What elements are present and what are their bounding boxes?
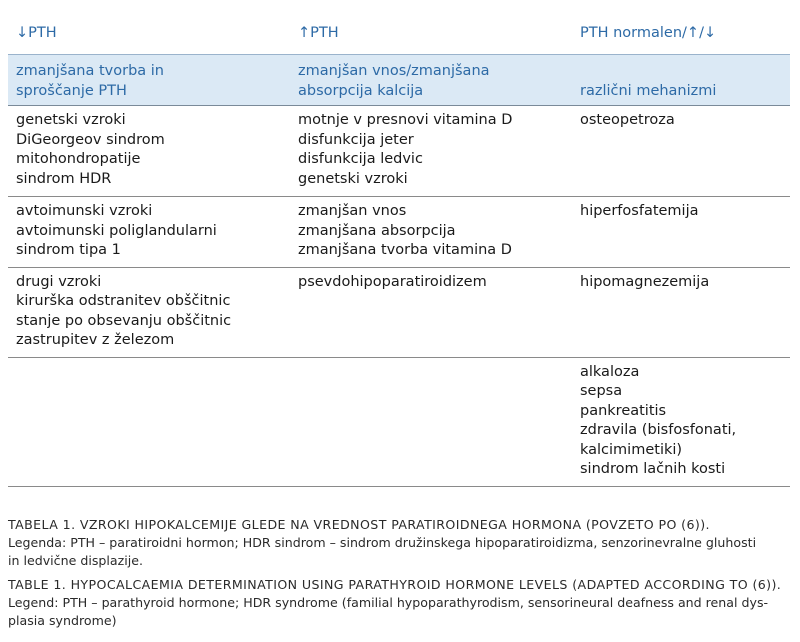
table-cell xyxy=(572,267,790,357)
header-variable-pth: PTH normalen/↑/↓ xyxy=(580,25,717,41)
table-cell-empty xyxy=(290,357,572,486)
cell-line: motnje v presnovi vitamina D xyxy=(298,112,513,128)
cell-line: zastrupitev z železom xyxy=(16,332,175,348)
table-cell xyxy=(8,267,290,357)
table-cell xyxy=(290,267,572,357)
cell-line: sepsa xyxy=(580,383,623,399)
subheader-col-1 xyxy=(8,55,290,106)
cell-line: sindrom HDR xyxy=(16,170,112,187)
cell-line: zmanjšana absorpcija xyxy=(298,222,456,239)
cell-line: zmanjšan vnos xyxy=(298,203,407,219)
cell-line: sindrom lačnih kosti xyxy=(580,461,726,477)
subheader-line: zmanjšan vnos/zmanjšana xyxy=(298,63,490,79)
caption-english xyxy=(8,576,792,630)
caption-slovenian xyxy=(8,516,792,570)
cell-line: pankreatitis xyxy=(580,402,667,419)
table-cell-empty xyxy=(8,357,290,486)
subheader-col-3 xyxy=(572,55,790,106)
caption-legend: Legenda: PTH – paratiroidni hormon; HDR sindrom – sindrom družinskega hipoparatiroidizma, senzorinevralne gluhosti xyxy=(8,535,757,550)
cell-line: stanje po obsevanju obščitnic xyxy=(16,312,232,329)
cell-line: DiGeorgeov sindrom xyxy=(16,131,165,148)
cell-line: hiperfosfatemija xyxy=(580,203,699,219)
cell-line: disfunkcija ledvic xyxy=(298,151,423,167)
cell-line: kalcimimetiki) xyxy=(580,441,683,458)
table-row xyxy=(8,267,790,357)
cell-line: genetski vzroki xyxy=(298,170,408,187)
cell-line: zdravila (bisfosfonati, xyxy=(580,422,737,438)
cell-line: mitohondropatije xyxy=(16,151,141,167)
cell-line: avtoimunski poliglandularni xyxy=(16,222,217,239)
table-cell xyxy=(8,197,290,268)
cell-line: disfunkcija jeter xyxy=(298,131,414,148)
subheader-col-2 xyxy=(290,55,572,106)
table-row xyxy=(8,357,790,486)
cell-line: kirurška odstranitev obščitnic xyxy=(16,293,231,309)
caption-title: TABELA 1. VZROKI HIPOKALCEMIJE GLEDE NA VREDNOST PARATIROIDNEGA HORMONA (POVZETO PO (6)). xyxy=(8,517,710,532)
cell-line: sindrom tipa 1 xyxy=(16,242,121,258)
cell-line: alkaloza xyxy=(580,363,640,380)
table-row xyxy=(8,197,790,268)
table-row xyxy=(8,106,790,197)
table-cell xyxy=(572,357,790,486)
table-subheader-row xyxy=(8,55,790,106)
caption-legend: Legend: PTH – parathyroid hormone; HDR syndrome (familial hypoparathyrodism, sensorineural deafness and renal dys- xyxy=(8,595,769,610)
caption-legend: in ledvične displazije. xyxy=(8,553,143,568)
cell-line: osteopetroza xyxy=(580,112,675,128)
cell-line: drugi vzroki xyxy=(16,273,102,290)
header-high-pth: ↑PTH xyxy=(298,25,339,41)
caption-title: TABLE 1. HYPOCALCAEMIA DETERMINATION USING PARATHYROID HORMONE LEVELS (ADAPTED ACCORDING TO (6)). xyxy=(8,577,782,592)
table-cell xyxy=(572,197,790,268)
causes-table xyxy=(8,14,790,487)
cell-line: zmanjšana tvorba vitamina D xyxy=(298,242,512,258)
table-cell xyxy=(290,106,572,197)
subheader-line: različni mehanizmi xyxy=(580,82,717,99)
cell-line: avtoimunski vzroki xyxy=(16,203,153,219)
subheader-line: absorpcija kalcija xyxy=(298,82,424,99)
table-cell xyxy=(572,106,790,197)
table-header-row xyxy=(8,14,790,55)
cell-line: hipomagnezemija xyxy=(580,273,710,290)
table-cell xyxy=(8,106,290,197)
subheader-line: zmanjšana tvorba in xyxy=(16,63,164,79)
cell-line: genetski vzroki xyxy=(16,112,126,128)
cell-line: psevdohipoparatiroidizem xyxy=(298,273,487,290)
caption-legend: plasia syndrome) xyxy=(8,613,117,628)
table-cell xyxy=(290,197,572,268)
subheader-line: sproščanje PTH xyxy=(16,82,127,99)
header-low-pth: ↓PTH xyxy=(16,25,57,41)
